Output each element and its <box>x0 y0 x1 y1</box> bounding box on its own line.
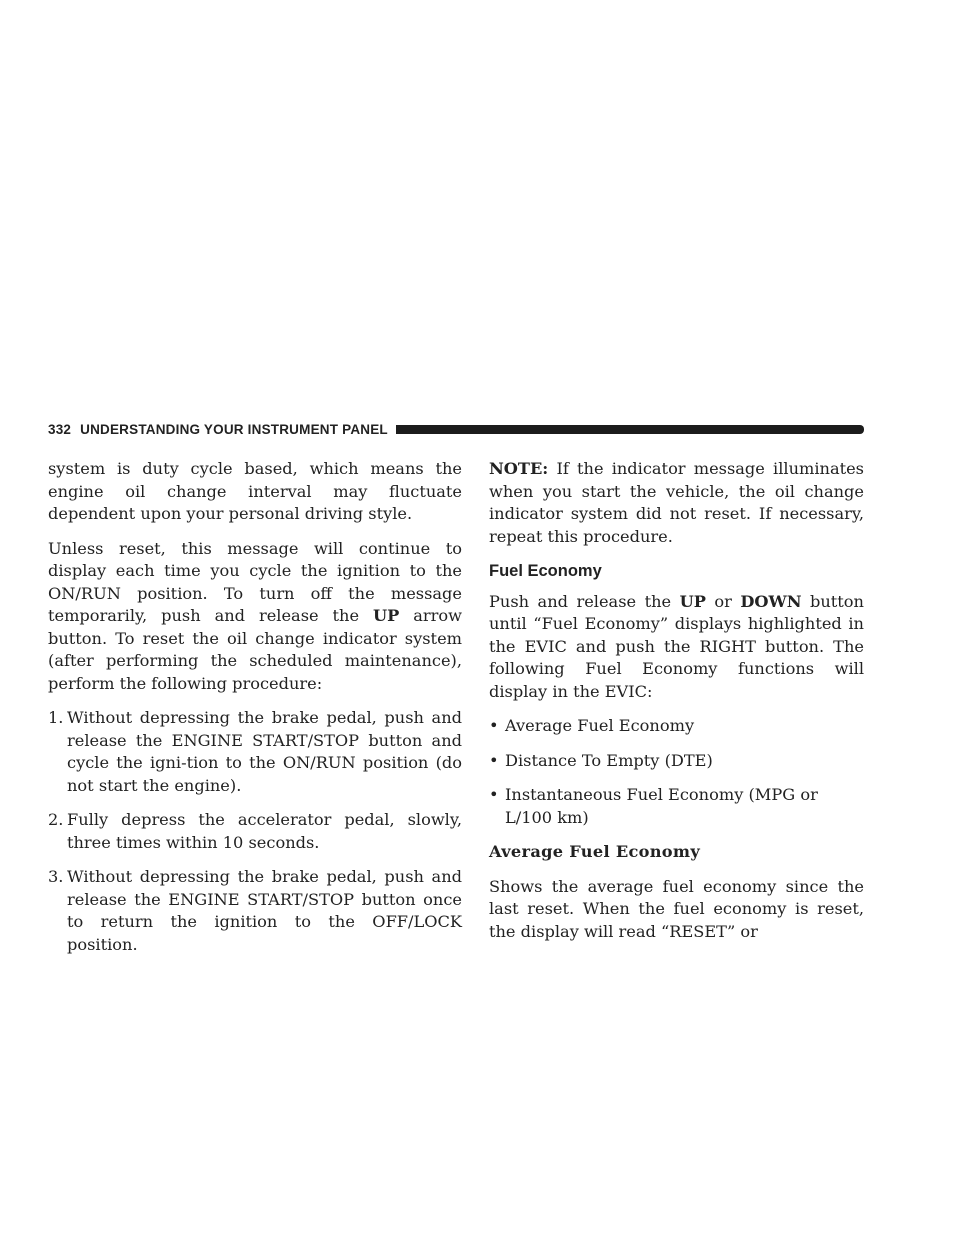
bullet-icon: • <box>489 785 499 804</box>
list-item <box>48 809 462 854</box>
left-column <box>48 458 462 968</box>
list-item <box>489 750 864 773</box>
right-column <box>489 458 864 943</box>
header-rule <box>396 425 864 434</box>
step-number: 1. <box>48 708 64 727</box>
bullet-text: Instantaneous Fuel Economy (MPG or L/100 km) <box>505 785 818 827</box>
step-text: Without depressing the brake pedal, push and release the ENGINE START/STOP button and cycle the igni-tion to the ON/RUN position (do not start the engine). <box>67 708 462 795</box>
step-number: 3. <box>48 867 64 886</box>
bullet-text: Distance To Empty (DTE) <box>505 750 713 770</box>
up-label: UP <box>679 591 706 611</box>
list-item <box>48 707 462 797</box>
fuel-economy-functions-list <box>489 715 864 829</box>
step-text: Without depressing the brake pedal, push and release the ENGINE START/STOP button once to return the ignition to the OFF/LOCK position. <box>67 867 462 954</box>
paragraph-unless-reset <box>48 538 462 696</box>
page-number: 332 <box>48 421 72 437</box>
paragraph-text: Unless reset, this message will continue to display each time you cycle the ignition to the ON/RUN position. To turn off the message temporarily, push and release the <box>48 538 462 625</box>
paragraph-text: or <box>714 591 732 611</box>
step-text: Fully depress the accelerator pedal, slowly, three times within 10 seconds. <box>67 810 462 852</box>
average-fuel-economy-text: Shows the average fuel economy since the last reset. When the fuel economy is reset, the display will read “RESET” or <box>489 876 864 941</box>
list-item <box>48 866 462 956</box>
list-item <box>489 784 864 829</box>
paragraph-duty-cycle: system is duty cycle based, which means the engine oil change interval may fluctuate dependent upon your personal driving style. <box>48 459 462 523</box>
section-title: UNDERSTANDING YOUR INSTRUMENT PANEL <box>80 421 388 437</box>
bullet-text: Average Fuel Economy <box>505 716 695 735</box>
note-label: NOTE: <box>489 459 549 478</box>
list-item <box>489 715 864 738</box>
fuel-economy-intro <box>489 591 864 704</box>
step-number: 2. <box>48 810 64 829</box>
bullet-icon: • <box>489 716 499 735</box>
note-text: If the indicator message illuminates when you start the vehicle, the oil change indicator system did not reset. If necessary, repeat this procedure. <box>489 459 864 546</box>
bullet-icon: • <box>489 750 499 770</box>
down-label: DOWN <box>740 591 802 611</box>
reset-procedure-list <box>48 707 462 956</box>
note-paragraph <box>489 458 864 548</box>
paragraph-text: Push and release the <box>489 591 672 611</box>
up-label: UP <box>373 606 400 625</box>
page-header <box>48 418 864 440</box>
paragraph-text: button until “Fuel Economy” displays highlighted in the EVIC and push the RIGHT button. The following Fuel Economy functions will display in the EVIC: <box>489 591 864 701</box>
paragraph-text: arrow button. To reset the oil change indicator system (after performing the scheduled maintenance), perform the following procedure: <box>48 606 462 693</box>
fuel-economy-heading: Fuel Economy <box>489 562 602 580</box>
average-fuel-economy-heading: Average Fuel Economy <box>489 842 701 861</box>
